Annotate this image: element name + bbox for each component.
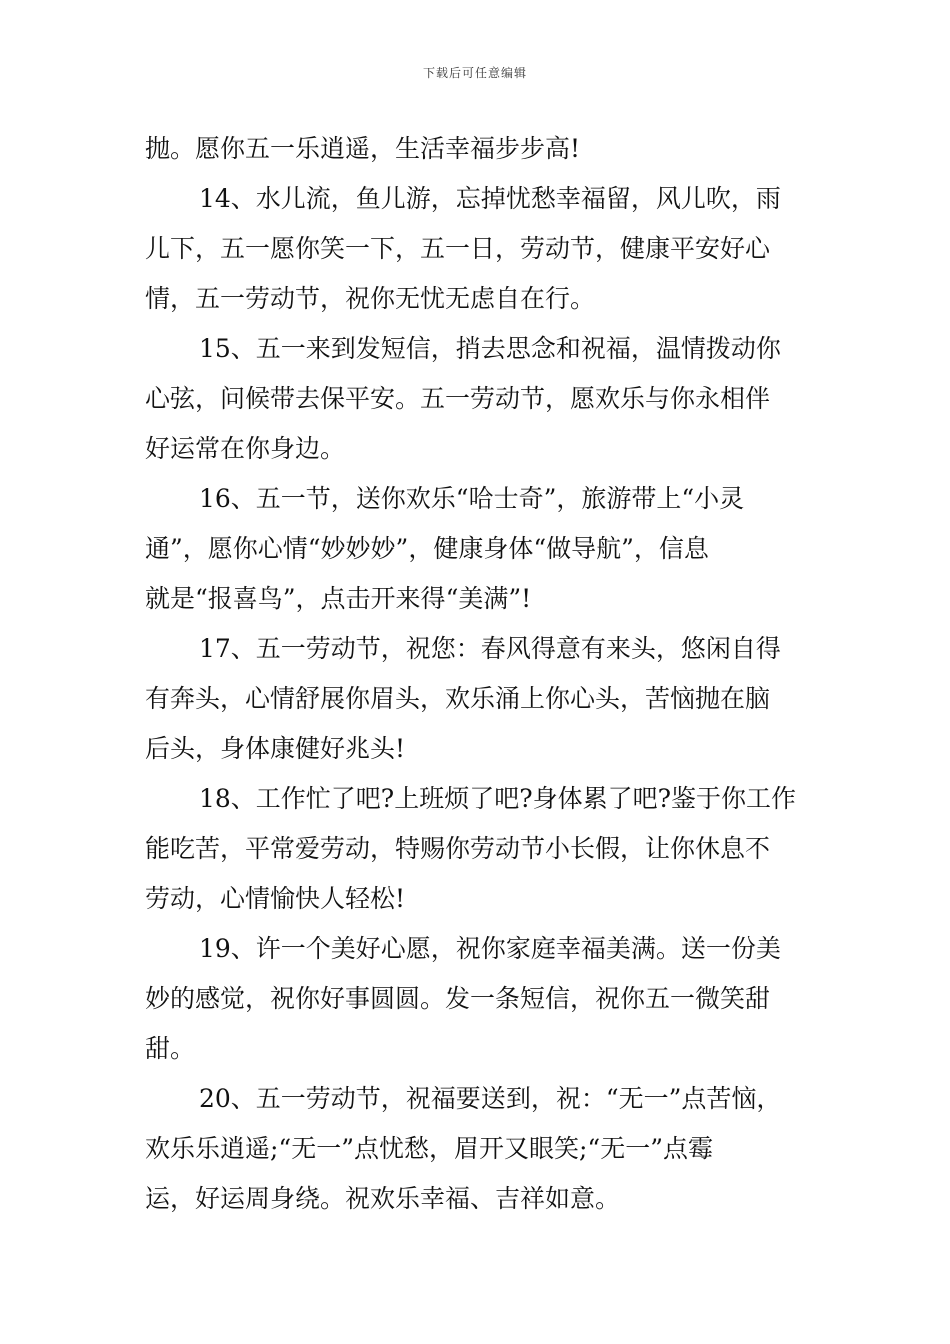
text-line: 17、五一劳动节，祝您：春风得意有来头，悠闲自得 bbox=[199, 634, 781, 663]
text-line: 甜。 bbox=[145, 1034, 196, 1063]
text-line: 情，五一劳动节，祝你无忧无虑自在行。 bbox=[145, 284, 596, 313]
paragraph-continuation bbox=[145, 124, 817, 174]
text-line: 14、水儿流，鱼儿游，忘掉忧愁幸福留，风儿吹，雨 bbox=[199, 184, 781, 213]
text-line: 20、五一劳动节，祝福要送到，祝：“无一”点苦恼， bbox=[199, 1084, 782, 1113]
text-line: 好运常在你身边。 bbox=[145, 434, 346, 463]
text-line: 就是“报喜鸟”，点击开来得“美满”! bbox=[145, 584, 532, 613]
text-line: 19、许一个美好心愿，祝你家庭幸福美满。送一份美 bbox=[199, 934, 781, 963]
text-line: 劳动，心情愉快人轻松! bbox=[145, 884, 406, 913]
document-body bbox=[145, 124, 817, 1224]
text-line: 能吃苦，平常爱劳动，特赐你劳动节小长假，让你休息不 bbox=[145, 834, 771, 863]
text-line: 妙的感觉，祝你好事圆圆。发一条短信，祝你五一微笑甜 bbox=[145, 984, 771, 1013]
text-line: 15、五一来到发短信，捎去思念和祝福，温情拨动你 bbox=[199, 334, 781, 363]
paragraph-14 bbox=[145, 174, 817, 324]
text-line: 18、工作忙了吧?上班烦了吧?身体累了吧?鉴于你工作 bbox=[199, 784, 797, 813]
text-line: 有奔头，心情舒展你眉头，欢乐涌上你心头，苦恼抛在脑 bbox=[145, 684, 771, 713]
text-line: 抛。愿你五一乐逍遥，生活幸福步步高! bbox=[145, 134, 581, 163]
paragraph-18 bbox=[145, 774, 817, 924]
paragraph-15 bbox=[145, 324, 817, 474]
page-header-note: 下载后可任意编辑 bbox=[422, 66, 527, 80]
paragraph-19 bbox=[145, 924, 817, 1074]
text-line: 运，好运周身绕。祝欢乐幸福、吉祥如意。 bbox=[145, 1184, 621, 1213]
text-line: 欢乐乐逍遥;“无一”点忧愁，眉开又眼笑;“无一”点霉 bbox=[145, 1134, 713, 1163]
text-line: 16、五一节，送你欢乐“哈士奇”，旅游带上“小灵 bbox=[199, 484, 745, 513]
paragraph-17 bbox=[145, 624, 817, 774]
paragraph-16 bbox=[145, 474, 817, 624]
text-line: 儿下，五一愿你笑一下，五一日，劳动节，健康平安好心 bbox=[145, 234, 771, 263]
text-line: 通”，愿你心情“妙妙妙”，健康身体“做导航”，信息 bbox=[145, 534, 709, 563]
text-line: 心弦，问候带去保平安。五一劳动节，愿欢乐与你永相伴 bbox=[145, 384, 771, 413]
paragraph-20 bbox=[145, 1074, 817, 1224]
text-line: 后头，身体康健好兆头! bbox=[145, 734, 406, 763]
